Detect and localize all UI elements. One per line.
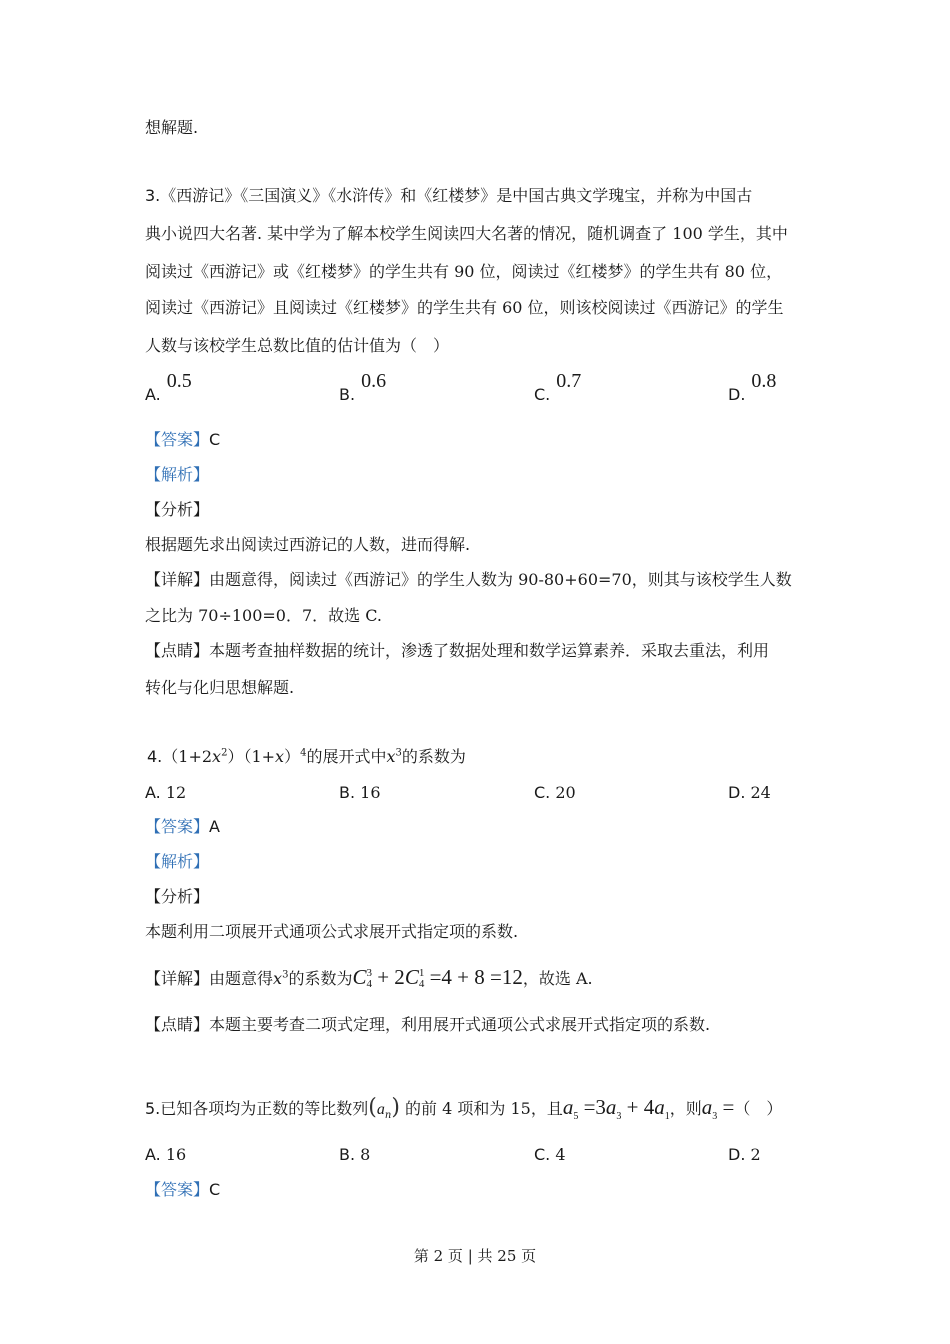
q3-option-b: B.0.6	[339, 370, 387, 404]
q3-stem-line-2: 典小说四大名著. 某中学为了解本校学生阅读四大名著的情况，随机调查了 100 学生，其中	[145, 224, 788, 243]
q3-number: 3.	[145, 186, 161, 205]
q5-stem: 5.已知各项均为正数的等比数列$(a_n)$ 的前 4 项和为 15，且$a_5 =3a_3 + 4a_1$，则$a_3$ =（ ）	[145, 1095, 783, 1123]
q3-fenxi-text: 根据题先求出阅读过西游记的人数，进而得解.	[145, 535, 471, 554]
q4-formula: C 3 4 + 2C 1 4 =4 + 8 =12	[352, 965, 523, 991]
q4-answer: 【答案】A	[145, 817, 220, 836]
q3-jiexi-tag: 【解析】	[145, 465, 210, 484]
q3-option-a: A.0.5	[145, 370, 192, 404]
q3-stem-line-4: 阅读过《西游记》且阅读过《红楼梦》的学生共有 60 位，则该校阅读过《西游记》的学生	[145, 298, 784, 317]
q5-answer: 【答案】C	[145, 1180, 221, 1199]
q4-fenxi-tag: 【分析】	[145, 887, 210, 906]
q4-fenxi-text: 本题利用二项展开式通项公式求展开式指定项的系数.	[145, 922, 519, 941]
q5-option-a: A. 16	[145, 1145, 187, 1164]
q4-option-d: D. 24	[728, 783, 771, 802]
q5-option-d: D. 2	[728, 1145, 761, 1164]
q3-option-d: D.0.8	[728, 370, 777, 404]
q5-number: 5.	[145, 1099, 161, 1118]
q3-answer: 【答案】C	[145, 430, 221, 449]
q4-option-a: A. 12	[145, 783, 187, 802]
q3-stem-line-3: 阅读过《西游记》或《红楼梦》的学生共有 90 位，阅读过《红楼梦》的学生共有 80 位，	[145, 262, 783, 281]
q3-comment-line-2: 转化与化归思想解题.	[145, 678, 295, 697]
q4-number: 4.	[147, 747, 163, 766]
q4-option-c: C. 20	[534, 783, 576, 802]
previous-solution-tail: 想解题.	[145, 118, 199, 137]
q3-fenxi-tag: 【分析】	[145, 500, 210, 519]
q5-option-b: B. 8	[339, 1145, 371, 1164]
q4-jiexi-tag: 【解析】	[145, 852, 210, 871]
q5-option-c: C. 4	[534, 1145, 566, 1164]
q3-stem-line-5: 人数与该校学生总数比值的估计值为（ ）	[145, 336, 450, 355]
q3-detail-line-2: 之比为 70÷100=0．7．故选 C.	[145, 606, 383, 625]
q4-comment: 【点睛】本题主要考查二项式定理，利用展开式通项公式求展开式指定项的系数.	[145, 1015, 711, 1034]
q4-option-b: B. 16	[339, 783, 381, 802]
q3-stem-line-1: 3.《西游记》《三国演义》《水浒传》和《红楼梦》是中国古典文学瑰宝，并称为中国古	[145, 186, 753, 205]
q3-option-c: C.0.7	[534, 370, 582, 404]
page-footer: 第 2 页 | 共 25 页	[413, 1247, 537, 1265]
q4-detail: 【详解】由题意得$x^3$的系数为C 3 4 + 2C 1 4 =4 + 8 =12，故选 A.	[145, 965, 593, 991]
q3-comment-line-1: 【点睛】本题考查抽样数据的统计，渗透了数据处理和数学运算素养．采取去重法，利用	[145, 641, 770, 660]
q4-stem: $4.(1+2x^2)(1+x)^4$的展开式中$x^3$的系数为	[147, 747, 466, 766]
q3-detail-line-1: 【详解】由题意得，阅读过《西游记》的学生人数为 90-80+60=70，则其与该校学生人数	[145, 570, 792, 589]
